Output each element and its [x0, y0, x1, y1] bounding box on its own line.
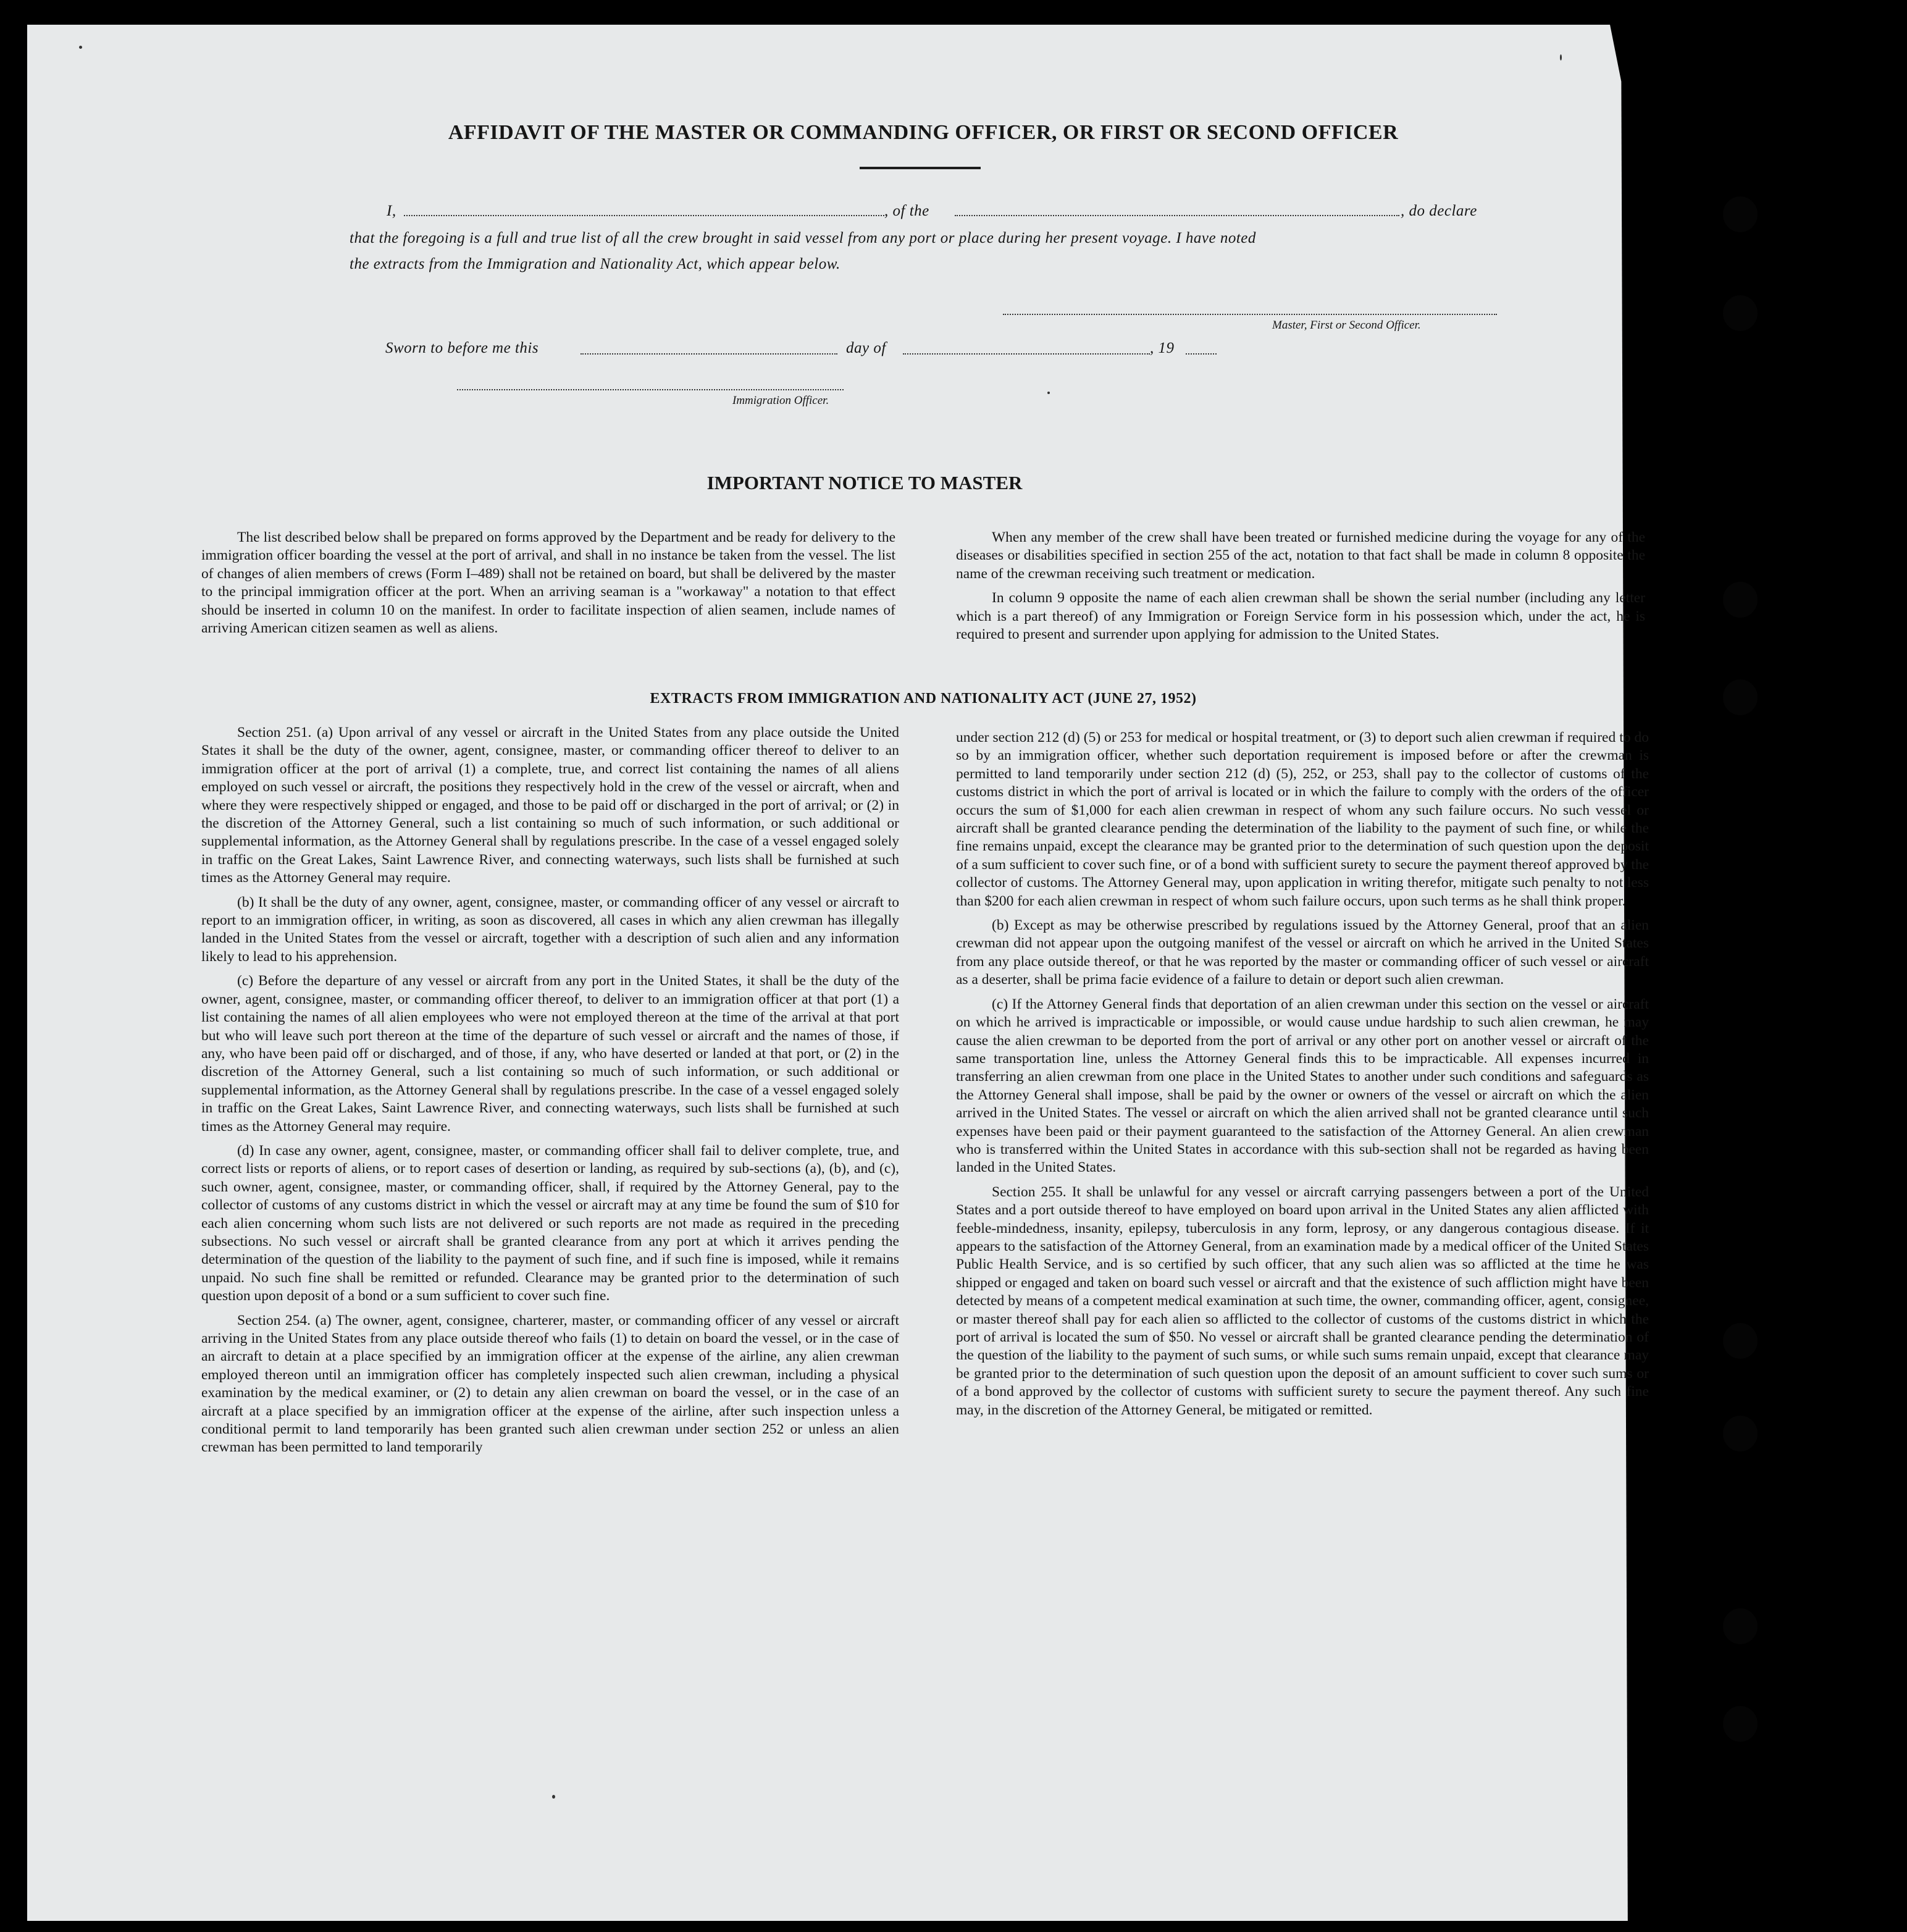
affidavit-title: AFFIDAVIT OF THE MASTER OR COMMANDING OFFICER, OR FIRST OR SECOND OFFICER	[448, 121, 1399, 144]
scan-speck	[1560, 54, 1562, 61]
officer-signature-field[interactable]	[457, 389, 844, 390]
officer-signature-caption: Immigration Officer.	[732, 394, 829, 407]
of-the-label: , of the	[884, 203, 929, 219]
sworn-day-field[interactable]	[580, 353, 837, 355]
sworn-label: Sworn to before me this	[385, 340, 539, 356]
section-254-a-continued: under section 212 (d) (5) or 253 for medical or hospital treatment, or (3) to deport such alien crewman if required to do so by an immigration officer, whether such deportation requirement is imposed before or after the crewman is permitted to land temporarily under section 212 (d) (5), 252, or 253, shall pay to the collector of customs of the customs district in which the port of arrival is located or in which the failure to comply with the orders of the officer occurs the sum of $1,000 for each alien crewman in respect of whom any such failure occurs. No such vessel or aircraft shall be granted clearance pending the determination of the liability to the payment of such fine, or while the fine remains unpaid, except the clearance may be granted prior to the determination of such question upon the deposit of a sum sufficient to cover such fine, or of a bond with sufficient surety to secure the payment thereof approved by the collector of customs. The Attorney General may, upon application in writing therefor, mitigate such penalty to not less than $200 for each alien crewman in respect of whom such failure occurs, upon such terms as he shall think proper.	[956, 729, 1649, 909]
notice-title: IMPORTANT NOTICE TO MASTER	[706, 472, 1023, 494]
scan-speck	[79, 46, 82, 49]
extracts-title: EXTRACTS FROM IMMIGRATION AND NATIONALITY ACT (JUNE 27, 1952)	[650, 691, 1197, 707]
year-label: , 19	[1150, 340, 1175, 356]
binder-hole	[1723, 1323, 1758, 1359]
binder-hole	[1723, 582, 1758, 618]
notice-right-paragraph-2: In column 9 opposite the name of each alien crewman shall be shown the serial number (including any letter which is a part thereof) of any Immigration or Foreign Service form in his possession which, under the act, he is required to present and surrender upon applying for admission to the United States.	[956, 590, 1645, 643]
i-label: I,	[387, 203, 396, 219]
notice-left-paragraph: The list described below shall be prepared on forms approved by the Department and be ready for delivery to the immigration officer boarding the vessel at the port of arrival, and shall in no instance be taken from the vessel. The list of changes of alien members of crews (Form I–489) shall not be retained on board, but shall be delivered by the master to the principal immigration officer at the port. When an arriving seaman is a "workaway" a notation to that effect should be inserted in column 10 on the manifest. In order to facilitate inspection of alien seamen, include names of arriving American citizen seamen as well as aliens.	[201, 529, 895, 637]
sworn-month-field[interactable]	[903, 353, 1150, 355]
section-251-a: Section 251. (a) Upon arrival of any vessel or aircraft in the United States from any place outside the United States it shall be the duty of the owner, agent, consignee, master, or commanding officer thereof to deliver to an immigration officer at the port of arrival (1) a complete, true, and correct list containing the names of all aliens employed on such vessel or aircraft, the positions they respectively hold in the crew of the vessel or aircraft, when and where they were respectively shipped or engaged, and those to be paid off or discharged in the port of arrival; or (2) in the discretion of the Attorney General, such a list containing so much of such information, or such additional or supplemental information, as the Attorney General shall by regulations prescribe. In the case of a vessel engaged solely in traffic on the Great Lakes, Saint Lawrence River, and connecting waterways, such lists shall be furnished at such times as the Attorney General may require.	[201, 724, 899, 886]
sworn-year-field[interactable]	[1186, 353, 1217, 355]
section-254-b: (b) Except as may be otherwise prescribed by regulations issued by the Attorney General, proof that an alien crewman did not appear upon the outgoing manifest of the vessel or aircraft on which he arrived in the United States from any place outside thereof, or that he was reported by the master or commanding officer of such vessel or aircraft as a deserter, shall be prima facie evidence of a failure to detain or deport such alien crewman.	[956, 917, 1649, 988]
binder-hole	[1723, 679, 1758, 715]
scan-speck	[552, 1795, 555, 1799]
section-251-c: (c) Before the departure of any vessel or aircraft from any port in the United States, it shall be the duty of the owner, agent, consignee, master, or commanding officer thereof, to deliver to an immigration officer at that port (1) a list containing the names of all alien employees who were not employed thereon at the time of the arrival at that port but who will leave such port thereon at the time of the departure of such vessel or aircraft and the names of those, if any, who have been paid off or discharged, and of those, if any, who have deserted or landed at that port, or (2) in the discretion of the Attorney General, such a list containing so much of such information, or such additional or supplemental information, as the Attorney General shall by regulations prescribe. In the case of a vessel engaged solely in traffic on the Great Lakes, Saint Lawrence River, and connecting waterways, such lists shall be furnished at such times as the Attorney General may require.	[201, 973, 899, 1135]
binder-hole	[1723, 196, 1758, 232]
title-underline	[860, 167, 981, 169]
notice-right-paragraph-1: When any member of the crew shall have been treated or furnished medicine during the voyage for any of the diseases or disabilities specified in section 255 of the act, notation to that fact shall be made in column 8 opposite the name of the crewman receiving such treatment or medication.	[956, 529, 1645, 582]
section-255: Section 255. It shall be unlawful for any vessel or aircraft carrying passengers between a port of the United States and a port outside thereof to have employed on board upon arrival in the United States any alien afflicted with feeble-mindedness, insanity, epilepsy, tuberculosis in any form, leprosy, or any dangerous contagious disease. If it appears to the satisfaction of the Attorney General, from an examination made by a medical officer of the United States Public Health Service, and is so certified by such officer, that any such alien was so afflicted at the time he was shipped or engaged and taken on board such vessel or aircraft and that the existence of such affliction might have been detected by means of a competent medical examination at such time, the owner, commanding officer, agent, consignee, or master thereof shall pay for each alien so afflicted to the collector of customs of the customs district in which the port of arrival is located the sum of $50. No vessel or aircraft shall be granted clearance pending the determination of the question of the liability to the payment of such sums, or while such sums remain unpaid, except that clearance may be granted prior to the determination of such question upon the deposit of an amount sufficient to cover such sums or of a bond approved by the collector of customs with sufficient surety to secure the payment thereof. Any such fine may, in the discretion of the Attorney General, be mitigated or remitted.	[956, 1183, 1649, 1418]
binder-hole	[1723, 295, 1758, 331]
notice-right-column	[956, 529, 1645, 644]
section-254-c: (c) If the Attorney General finds that deportation of an alien crewman under this section on the vessel or aircraft on which he arrived is impracticable or impossible, or would cause undue hardship to such alien crewman, he may cause the alien crewman to be deported from the port of arrival or any other port on another vessel or aircraft of the same transportation line, unless the Attorney General finds this to be impracticable. All expenses incurred in transferring an alien crewman from one place in the United States to another under such conditions and safeguards as the Attorney General shall impose, shall be paid by the owner or owners of the vessel or aircraft on which the alien arrived in the United States. The vessel or aircraft on which the alien arrived shall not be granted clearance until such expenses have been paid or their payment guaranteed to the satisfaction of the Attorney General. An alien crewman who is transferred within the United States in accordance with this sub-section shall not be regarded as having been landed in the United States.	[956, 996, 1649, 1176]
section-251-d: (d) In case any owner, agent, consignee, master, or commanding officer shall fail to deliver complete, true, and correct lists or reports of aliens, or to report cases of desertion or landing, as required by sub-sections (a), (b), and (c), such owner, agent, consignee, master, or commanding officer, shall, if required by the Attorney General, pay to the collector of customs of any customs district in which the vessel or aircraft may at any time be found the sum of $10 for each alien concerning whom such lists are not delivered or such reports are not made as required in the preceding subsections. No such vessel or aircraft shall be granted clearance from any port at which it arrives pending the determination of the question of the liability to the payment of such fine, and if such fine is imposed, while it remains unpaid. No such fine shall be remitted or refunded. Clearance may be granted prior to the determination of such question upon deposit of a bond or a sum sufficient to cover such fine.	[201, 1142, 899, 1304]
statement-line-1: that the foregoing is a full and true list of all the crew brought in said vessel from any port or place during her present voyage. I have noted	[350, 230, 1256, 246]
binder-hole	[1723, 1706, 1758, 1742]
section-254-a: Section 254. (a) The owner, agent, consignee, charterer, master, or commanding officer of any vessel or aircraft arriving in the United States from any place outside thereof who fails (1) to detain on board the vessel, or in the case of an aircraft to detain at a place specified by an immigration officer at the expense of the airline, any alien crewman employed thereon until an immigration officer has completely inspected such alien crewman, including a physical examination by the medical examiner, or (2) to detain any alien crewman on board the vessel, or in the case of an aircraft at a place specified by an immigration officer at the expense of the airline, after such inspection unless a conditional permit to land temporarily has been granted such alien crewman under section 252 or unless an alien crewman has been permitted to land temporarily	[201, 1312, 899, 1456]
scan-speck	[1047, 392, 1050, 394]
binder-hole	[1723, 1416, 1758, 1451]
section-251-b: (b) It shall be the duty of any owner, agent, consignee, master, or commanding officer of any vessel or aircraft to report to an immigration officer, in writing, as soon as discovered, all cases in which any alien crewman has illegally landed in the United States from the vessel or aircraft, together with a description of such alien and any information likely to lead to his apprehension.	[201, 894, 899, 965]
notice-left-column	[201, 529, 895, 637]
do-declare-label: , do declare	[1401, 203, 1477, 219]
statement-line-2: the extracts from the Immigration and Nationality Act, which appear below.	[350, 256, 840, 272]
name-field[interactable]	[404, 215, 884, 216]
vessel-field[interactable]	[955, 215, 1399, 216]
extracts-left-column	[201, 724, 899, 1457]
binder-hole	[1723, 1608, 1758, 1644]
extracts-right-column	[956, 729, 1649, 1419]
master-signature-caption: Master, First or Second Officer.	[1272, 319, 1421, 332]
day-of-label: day of	[846, 340, 886, 356]
master-signature-field[interactable]	[1003, 314, 1497, 315]
